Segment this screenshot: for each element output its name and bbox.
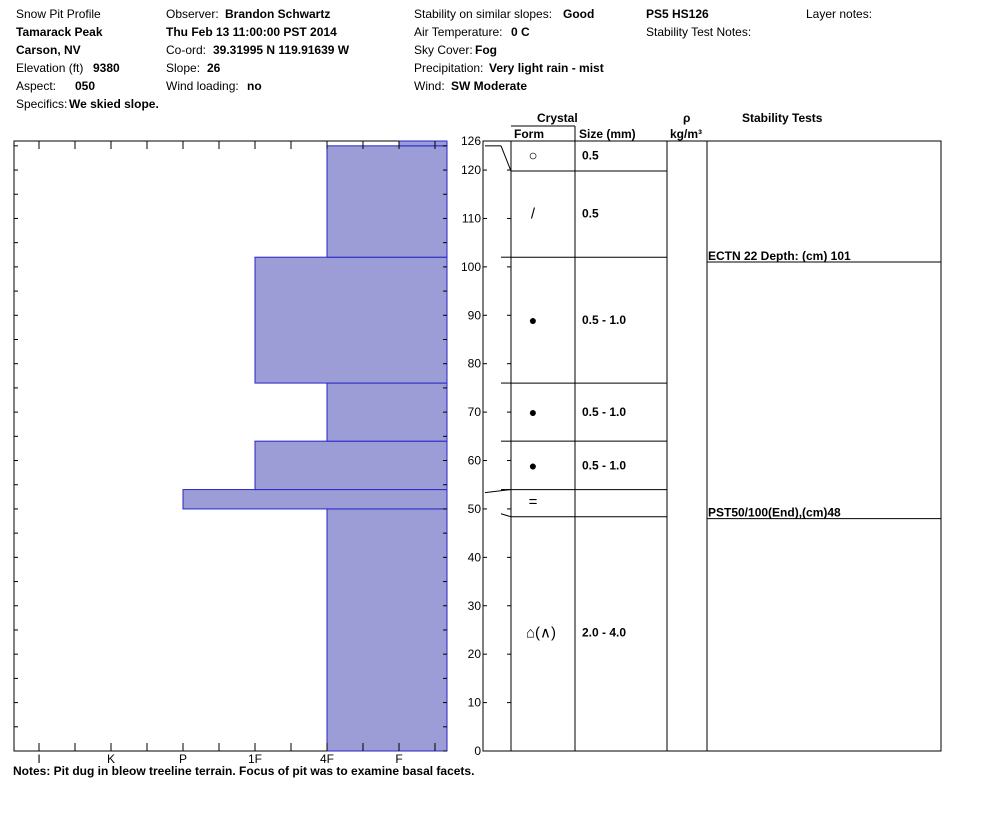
- observer-value: Brandon Schwartz: [225, 7, 331, 21]
- layer-connector-extra: [485, 490, 511, 493]
- precip-value: Very light rain - mist: [489, 61, 604, 75]
- hardness-tick-label: I: [37, 752, 41, 766]
- height-tick-label: 100: [460, 259, 481, 274]
- coord-value: 39.31995 N 119.91639 W: [213, 43, 350, 57]
- elevation-label: Elevation (ft): [16, 61, 84, 75]
- crystal-form-rounded-grains-icon: ●: [528, 404, 538, 421]
- crystal-size-4: 0.5 - 1.0: [582, 313, 627, 328]
- hardness-bar-0: [327, 509, 447, 751]
- air-temp-value: 0 C: [511, 25, 530, 39]
- crystal-size-0: 2.0 - 4.0: [582, 625, 627, 640]
- notes: Notes: Pit dug in bleow treeline terrain. Focus of pit was to examine basal facets.: [13, 764, 475, 778]
- datetime: Thu Feb 13 11:00:00 PST 2014: [166, 25, 337, 39]
- hardness-tick-label: P: [178, 752, 188, 766]
- sky-label: Sky Cover:: [414, 43, 473, 57]
- height-tick-label: 110: [461, 211, 481, 226]
- hardness-bar-5: [327, 146, 447, 257]
- ps-hs: PS5 HS126: [646, 7, 709, 21]
- wind-label: Wind:: [414, 79, 445, 93]
- crystal-size-2: 0.5 - 1.0: [582, 458, 627, 473]
- size-header: Size (mm): [579, 127, 636, 141]
- hardness-bar-4: [255, 257, 447, 383]
- hardness-bar-3: [327, 383, 447, 441]
- hardness-tick-label: K: [106, 752, 116, 766]
- crystal-form-depth-hoar-icon: ⌂(∧): [526, 624, 557, 642]
- crystal-size-5: 0.5: [582, 206, 599, 221]
- specifics-label: Specifics:: [16, 97, 68, 111]
- wind-value: SW Moderate: [451, 79, 528, 93]
- height-tick-label: 60: [467, 453, 481, 468]
- height-tick-label: 10: [467, 695, 481, 710]
- stability-label: Stability on similar slopes:: [414, 7, 553, 21]
- height-tick-label: 70: [467, 405, 481, 420]
- height-tick-label: 126: [460, 134, 481, 148]
- slope-value: 26: [207, 61, 221, 75]
- rho-header: ρ: [683, 111, 691, 125]
- crystal-form-rounded-grains-icon: ●: [528, 312, 538, 329]
- sky-value: Fog: [475, 43, 497, 57]
- height-tick-label: 40: [467, 550, 481, 565]
- stability-test-label-0: ECTN 22 Depth: (cm) 101: [708, 249, 851, 264]
- location: Tamarack Peak: [16, 25, 103, 39]
- height-tick-label: 120: [460, 163, 481, 178]
- height-tick-label: 80: [467, 356, 481, 371]
- region: Carson, NV: [16, 43, 81, 57]
- height-tick-label: 0: [474, 744, 481, 758]
- form-header: Form: [514, 127, 544, 141]
- observer-label: Observer:: [166, 7, 219, 21]
- crystal-form-rounded-grains-icon: ●: [528, 457, 538, 474]
- height-tick-label: 90: [467, 308, 481, 323]
- layer-table-frame: [483, 141, 941, 751]
- hardness-bar-6: [399, 141, 447, 146]
- layer-connector-0: [501, 514, 511, 517]
- stability-test-notes-label: Stability Test Notes:: [646, 25, 752, 39]
- stability-tests-header: Stability Tests: [742, 111, 823, 125]
- height-tick-label: 30: [467, 598, 481, 613]
- air-temp-label: Air Temperature:: [414, 25, 503, 39]
- specifics-value: We skied slope.: [69, 97, 159, 111]
- aspect-value: 050: [75, 79, 96, 93]
- crystal-form-decomposing-fragments-icon: /: [530, 205, 536, 223]
- crystal-header: Crystal: [537, 111, 578, 125]
- wind-loading-label: Wind loading:: [166, 79, 239, 93]
- crystal-size-6: 0.5: [582, 148, 599, 163]
- layer-notes-label: Layer notes:: [806, 7, 873, 21]
- wind-loading-value: no: [247, 79, 262, 93]
- coord-label: Co-ord:: [166, 43, 207, 57]
- density-unit-header: kg/m³: [670, 127, 703, 141]
- hardness-bar-1: [183, 490, 447, 509]
- height-tick-label: 20: [467, 647, 481, 662]
- crystal-size-3: 0.5 - 1.0: [582, 405, 627, 420]
- precip-label: Precipitation:: [414, 61, 484, 75]
- slope-label: Slope:: [166, 61, 201, 75]
- elevation-value: 9380: [93, 61, 120, 75]
- layer-connector-5: [501, 146, 511, 171]
- height-tick-label: 50: [467, 501, 481, 516]
- crystal-form-melt-freeze-crust-icon: =: [528, 493, 538, 511]
- stability-value: Good: [563, 7, 595, 21]
- hardness-bar-2: [255, 441, 447, 489]
- hardness-tick-label: F: [395, 752, 403, 766]
- crystal-form-precipitation-particles-icon: ○: [528, 147, 538, 165]
- stability-test-label-1: PST50/100(End),(cm)48: [708, 505, 841, 520]
- hardness-tick-label: 1F: [247, 752, 263, 766]
- hardness-tick-label: 4F: [319, 752, 335, 766]
- aspect-label: Aspect:: [16, 79, 57, 93]
- profile-label: Snow Pit Profile: [16, 7, 101, 21]
